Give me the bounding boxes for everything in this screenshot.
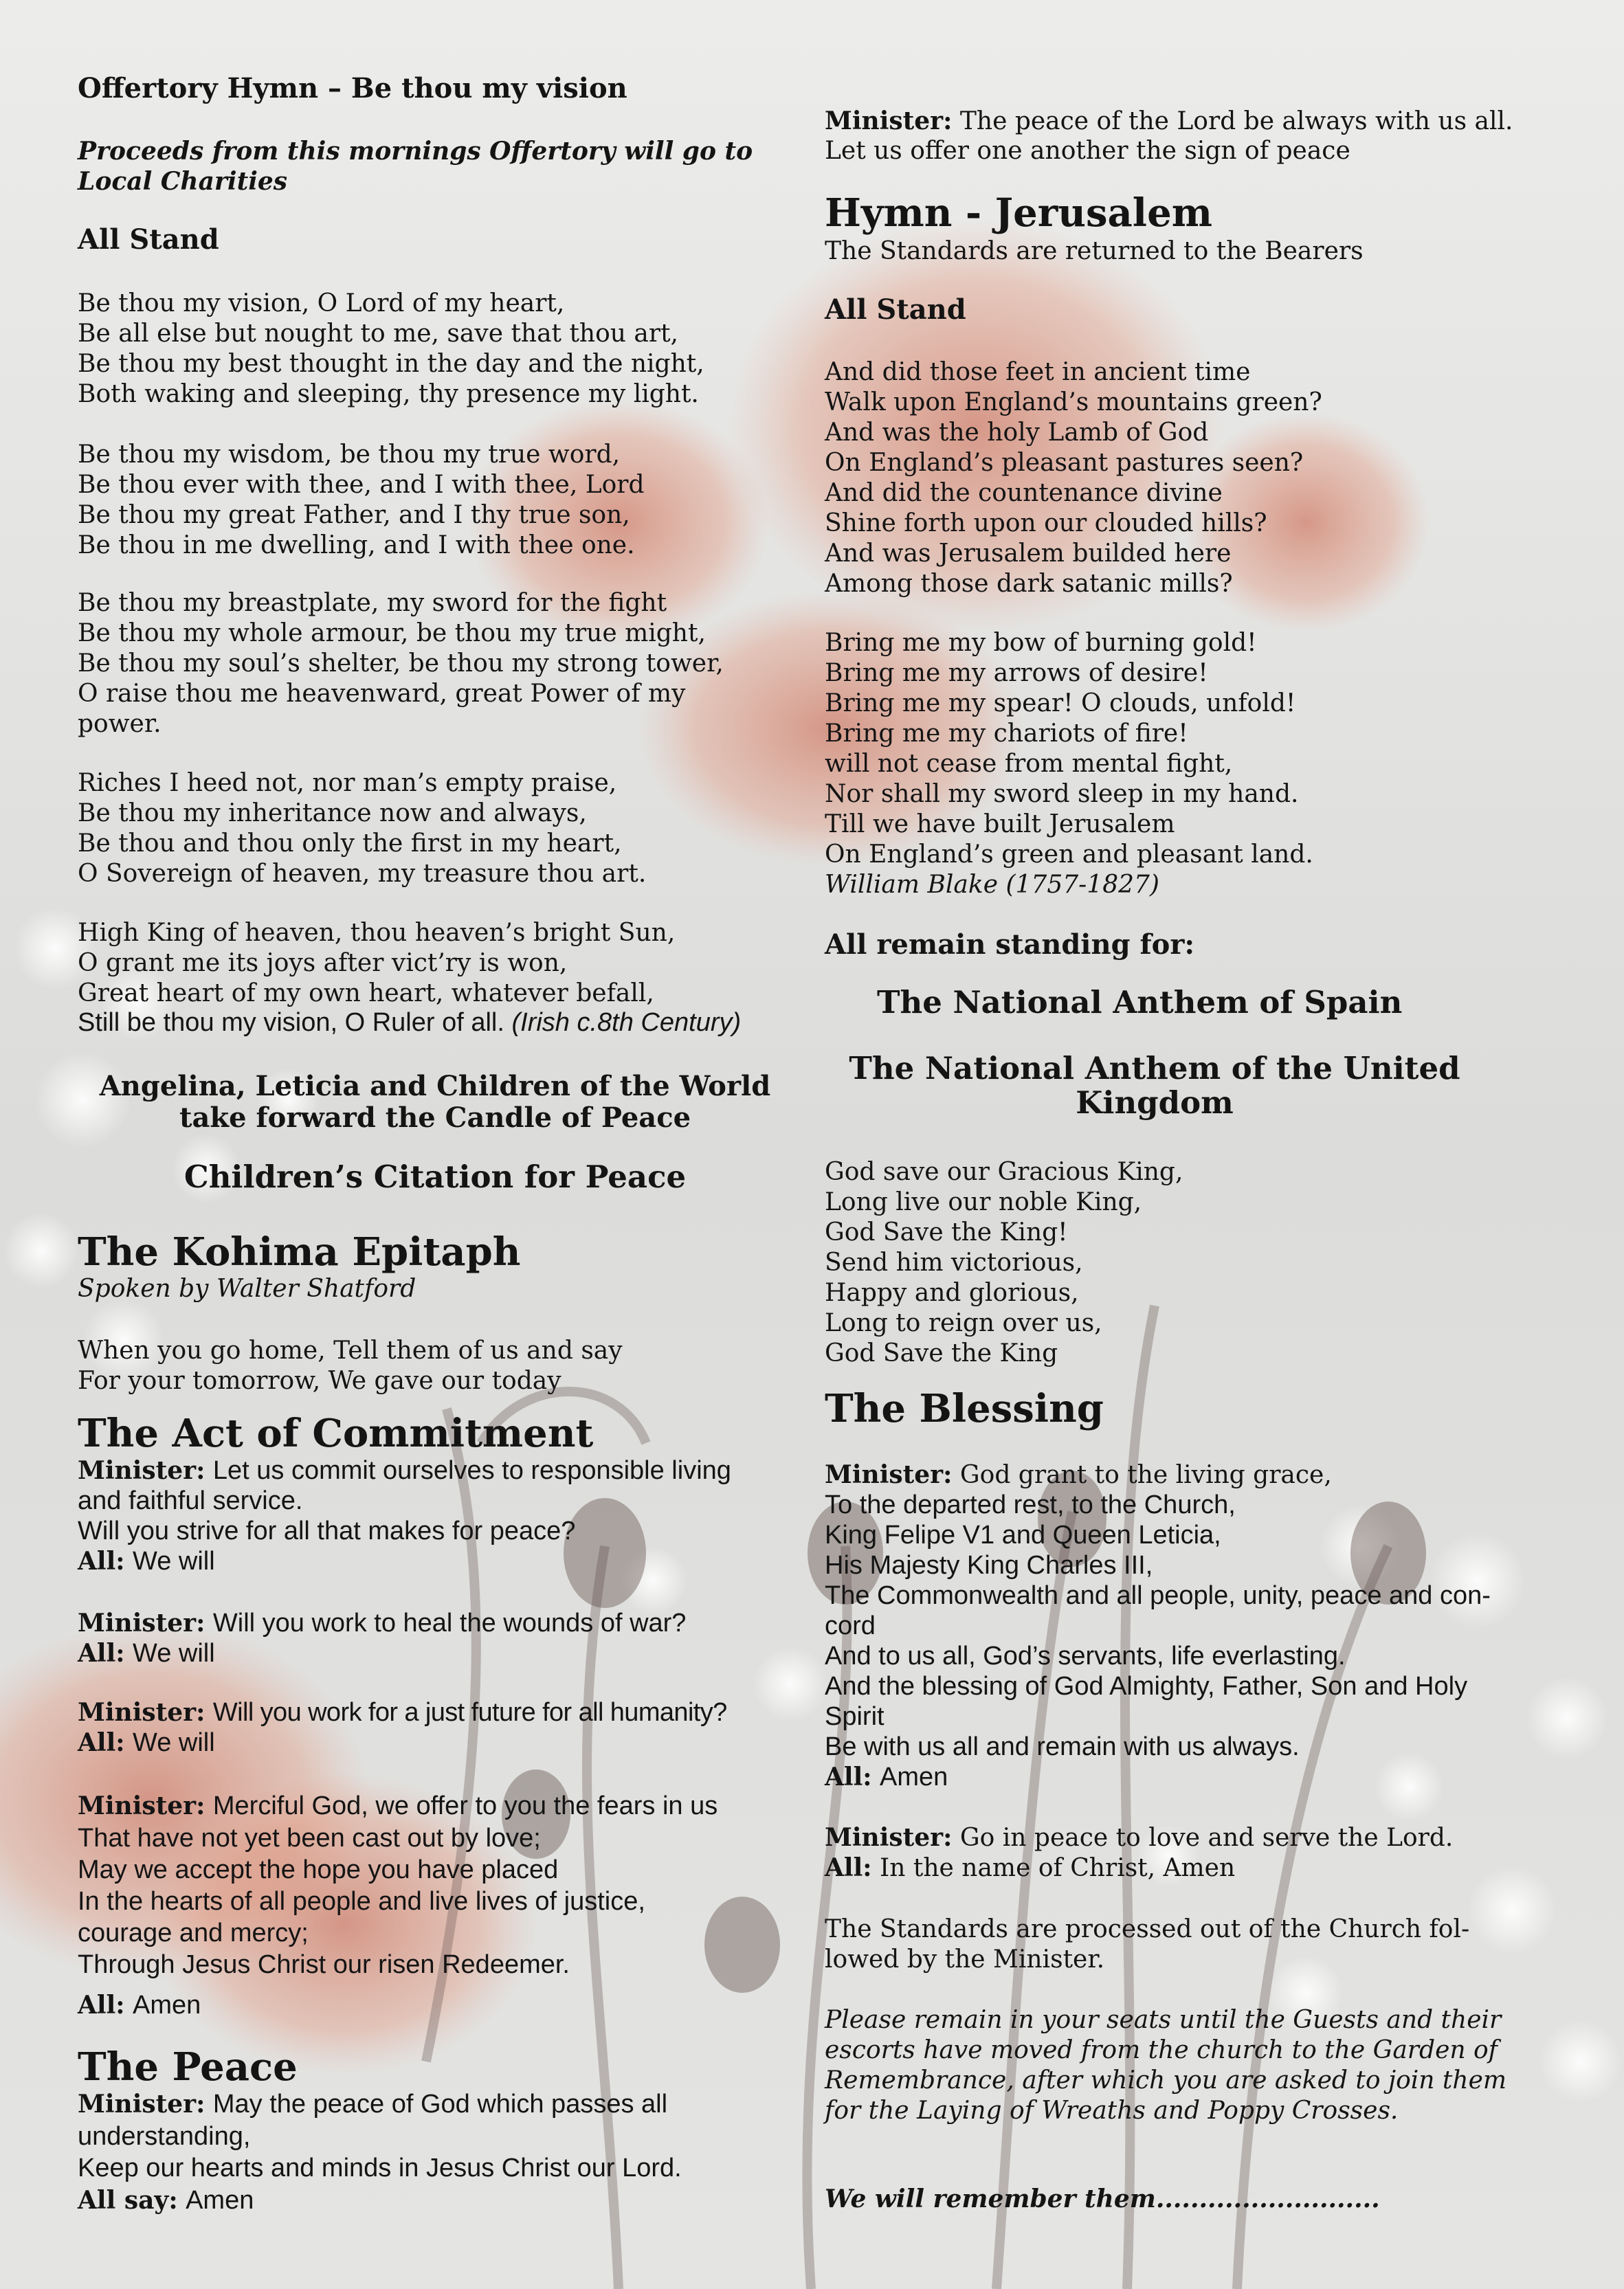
blessing-line-1 bbox=[825, 1460, 1332, 1490]
commitment-line-1b: and faithful service. bbox=[78, 1486, 303, 1515]
commitment-line-1 bbox=[78, 1455, 731, 1486]
standards-processed: The Standards are processed out of the Church fol- lowed by the Minister. bbox=[825, 1915, 1470, 1974]
all-label: All: bbox=[78, 1547, 125, 1576]
all-label: All: bbox=[78, 1639, 125, 1668]
kohima-title: The Kohima Epitaph bbox=[78, 1229, 521, 1275]
jerusalem-title: Hymn - Jerusalem bbox=[825, 190, 1212, 236]
all-label: All: bbox=[78, 1991, 125, 2020]
dismissal-text: Go in peace to love and serve the Lord. bbox=[959, 1824, 1454, 1852]
dismissal-line bbox=[825, 1822, 1453, 1853]
offertory-note: Proceeds from this mornings Offertory will go to Local Charities bbox=[78, 137, 753, 196]
response-text: We will bbox=[133, 1728, 215, 1757]
commitment-response-1 bbox=[78, 1546, 215, 1577]
hymn-verse-2: Be thou my wisdom, be thou my true word, Be thou ever with thee, and I with thee, Lord Be thou my great Father, and I thy true son, Be thou in me dwelling, and I with thee one. bbox=[78, 440, 645, 559]
jerusalem-attribution: William Blake (1757-1827) bbox=[825, 871, 1159, 899]
all-label: All: bbox=[825, 1763, 872, 1791]
peace-text-1: May the peace of God which passes all bbox=[212, 2090, 668, 2119]
all-label: All: bbox=[78, 1728, 125, 1757]
amen-text: Amen bbox=[133, 1991, 201, 2020]
amen-text: Amen bbox=[186, 2186, 254, 2215]
commitment-line-3 bbox=[78, 1697, 727, 1728]
blessing-rest: To the departed rest, to the Church, King Felipe V1 and Queen Leticia, His Majesty King Charles III, The Commonwealth and all people, unity, peace and con- cord And to us all, God’s servants, life everlasting. And the blessing of God Almighty, Father, Son and Holy Spirit Be with us all and remain with us always. bbox=[825, 1490, 1491, 1761]
peace-response bbox=[78, 2185, 254, 2216]
dismissal-response-text: In the name of Christ, Amen bbox=[880, 1854, 1236, 1882]
commitment-line-2 bbox=[78, 1608, 686, 1639]
peace-rest: understanding, Keep our hearts and minds in Jesus Christ our Lord. bbox=[78, 2122, 682, 2182]
minister-label: Minister: bbox=[825, 107, 953, 135]
minister-label: Minister: bbox=[78, 1698, 205, 1727]
kohima-speaker: Spoken by Walter Shatford bbox=[78, 1275, 416, 1303]
hymn-verse-4: Riches I heed not, nor man’s empty praise, Be thou my inheritance now and always, Be thou and thou only the first in my heart, O Sovereign of heaven, my treasure thou art. bbox=[78, 769, 647, 888]
anthem-uk-text: God save our Gracious King, Long live our noble King, God Save the King! Send him victorious, Happy and glorious, Long to reign over us, God Save the King bbox=[825, 1158, 1183, 1367]
peace-sign-line-1 bbox=[825, 106, 1513, 137]
amen-text: Amen bbox=[880, 1763, 948, 1791]
all-stand-heading: All Stand bbox=[78, 223, 219, 256]
peace-sign-text-1: The peace of the Lord be always with us all. bbox=[959, 107, 1513, 135]
offertory-hymn-title: Offertory Hymn – Be thou my vision bbox=[78, 72, 627, 104]
commitment-text-3: Will you work for a just future for all humanity? bbox=[212, 1698, 727, 1727]
commitment-amen bbox=[78, 1990, 201, 2021]
blessing-text-1: God grant to the living grace, bbox=[959, 1461, 1332, 1489]
peace-title: The Peace bbox=[78, 2044, 298, 2090]
all-label: All: bbox=[825, 1853, 872, 1882]
peace-sign-line-2: Let us offer one another the sign of peace bbox=[825, 137, 1350, 165]
hymn-last-line-text: Still be thou my vision, O Ruler of all. bbox=[78, 1008, 504, 1037]
hymn-last-line bbox=[78, 1007, 741, 1038]
minister-label: Minister: bbox=[78, 1456, 205, 1485]
all-say-label: All say: bbox=[78, 2186, 178, 2215]
remain-standing-heading: All remain standing for: bbox=[825, 928, 1195, 961]
remain-seated-note: Please remain in your seats until the Guests and their escorts have moved from the church to the Garden of Remembrance, after which you are asked to join them for the Laying of Wreaths and Poppy Crosses. bbox=[825, 2006, 1507, 2125]
hymn-verse-1: Be thou my vision, O Lord of my heart, Be all else but nought to me, save that thou art, Be thou my best thought in the day and the night, Both waking and sleeping, thy presence my light. bbox=[78, 289, 704, 408]
blessing-title: The Blessing bbox=[825, 1386, 1104, 1431]
remember-line: We will remember them.......................... bbox=[825, 2185, 1380, 2213]
candle-heading: Angelina, Leticia and Children of the World take forward the Candle of Peace bbox=[99, 1070, 771, 1134]
hymn-verse-3: Be thou my breastplate, my sword for the fight Be thou my whole armour, be thou my true might, Be thou my soul’s shelter, be thou my strong tower, O raise thou me heavenward, great Power of my power. bbox=[78, 589, 724, 738]
peace-line-1 bbox=[78, 2089, 667, 2120]
citation-heading: Children’s Citation for Peace bbox=[183, 1159, 687, 1195]
commitment-line-1c: Will you strive for all that makes for peace? bbox=[78, 1517, 576, 1545]
blessing-amen bbox=[825, 1762, 948, 1793]
minister-label: Minister: bbox=[78, 2090, 205, 2119]
response-text: We will bbox=[133, 1639, 215, 1668]
jerusalem-verse-1: And did those feet in ancient time Walk upon England’s mountains green? And was the holy Lamb of God On England’s pleasant pastures seen? And did the countenance divine Shine forth upon our clouded hills? And was Jerusalem builded here Among those dark satanic mills? bbox=[825, 358, 1322, 598]
standards-returned: The Standards are returned to the Bearers bbox=[825, 237, 1364, 265]
commitment-prayer-text: Merciful God, we offer to you the fears in us bbox=[212, 1791, 718, 1820]
minister-label: Minister: bbox=[78, 1609, 205, 1638]
jerusalem-verse-2: Bring me my bow of burning gold! Bring me my arrows of desire! Bring me my spear! O clouds, unfold! Bring me my chariots of fire! will not cease from mental fight, Nor shall my sword sleep in my hand. Till we have built Jerusalem On England’s green and pleasant land. bbox=[825, 629, 1313, 869]
hymn-attribution: (Irish c.8th Century) bbox=[511, 1008, 742, 1037]
commitment-prayer-rest: That have not yet been cast out by love; May we accept the hope you have placed In the hearts of all people and live lives of justice, courage and mercy; Through Jesus Christ our risen Redeemer. bbox=[78, 1824, 645, 1979]
commitment-response-3 bbox=[78, 1728, 215, 1758]
kohima-text: When you go home, Tell them of us and say For your tomorrow, We gave our today bbox=[78, 1337, 623, 1395]
all-stand-heading: All Stand bbox=[825, 293, 966, 326]
commitment-text-2: Will you work to heal the wounds of war? bbox=[212, 1609, 687, 1638]
commitment-response-2 bbox=[78, 1638, 215, 1669]
commitment-prayer-first bbox=[78, 1791, 718, 1822]
commitment-title: The Act of Commitment bbox=[78, 1411, 594, 1456]
minister-label: Minister: bbox=[825, 1823, 953, 1852]
minister-label: Minister: bbox=[78, 1791, 205, 1820]
anthem-uk-heading: The National Anthem of the United Kingdom bbox=[849, 1050, 1460, 1121]
hymn-verse-5: High King of heaven, thou heaven’s bright Sun, O grant me its joys after vict’ry is won, Great heart of my own heart, whatever befall, bbox=[78, 919, 676, 1007]
minister-label: Minister: bbox=[825, 1460, 953, 1489]
anthem-spain-heading: The National Anthem of Spain bbox=[877, 984, 1403, 1020]
response-text: We will bbox=[133, 1547, 215, 1576]
dismissal-response bbox=[825, 1853, 1235, 1884]
commitment-text-1: Let us commit ourselves to responsible living bbox=[212, 1456, 731, 1485]
